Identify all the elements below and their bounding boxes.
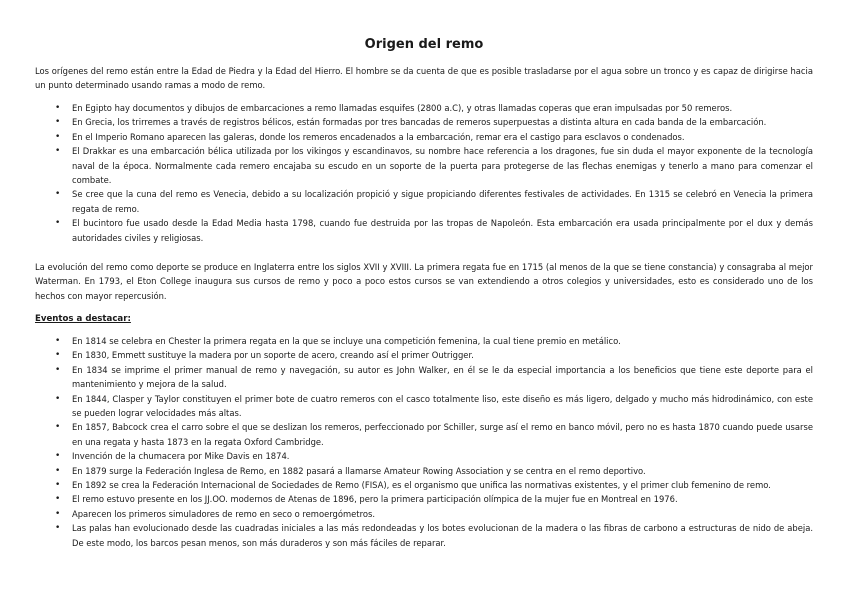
list-item: • En 1814 se celebra en Chester la primera regata en la que se incluye una competición femenina, la cual tiene premio en metálico. xyxy=(35,334,813,348)
origins-list xyxy=(35,101,813,245)
events-heading: Eventos a destacar: xyxy=(35,314,131,324)
list-item: • Se cree que la cuna del remo es Venecia, debido a su localización propició y sigue propiciando diferentes festivales de actividades. En 1315 se celebró en Venecia la primera regata de remo. xyxy=(35,187,813,216)
list-item: • En 1844, Clasper y Taylor constituyen el primer bote de cuatro remeros con el casco totalmente liso, este diseño es más ligero, delgado y mucho más hidrodinámico, con este se pueden lograr velocidades más altas. xyxy=(35,392,813,421)
list-item: • En 1879 surge la Federación Inglesa de Remo, en 1882 pasará a llamarse Amateur Rowing Association y se centra en el remo deportivo. xyxy=(35,464,813,478)
list-item: • Aparecen los primeros simuladores de remo en seco o remoergómetros. xyxy=(35,507,813,521)
list-item: • El Drakkar es una embarcación bélica utilizada por los vikingos y escandinavos, su nombre hace referencia a los dragones, fue sin duda el mayor exponente de la tecnología naval de la época. Normalmente cada remero encajaba su escudo en un soporte de la puerta para protegerse de las flechas enemigas y tenerlo a mano para comenzar el combate. xyxy=(35,144,813,187)
list-item: • En 1892 se crea la Federación Internacional de Sociedades de Remo (FISA), es el organismo que unifica las normativas existentes, y el primer club femenino de remo. xyxy=(35,478,813,492)
list-item: • En Egipto hay documentos y dibujos de embarcaciones a remo llamadas esquifes (2800 a.C), y otras llamadas coperas que eran impulsadas por 50 remeros. xyxy=(35,101,813,115)
intro-paragraph: Los orígenes del remo están entre la Edad de Piedra y la Edad del Hierro. El hombre se da cuenta de que es posible trasladarse por el agua sobre un tronco y es capaz de dirigirse hacia un punto determinado usando ramas a modo de remo. xyxy=(35,66,813,91)
list-item: • En el Imperio Romano aparecen las galeras, donde los remeros encadenados a la embarcación, remar era el castigo para esclavos o condenados. xyxy=(35,130,813,144)
list-item: • Invención de la chumacera por Mike Davis en 1874. xyxy=(35,449,813,463)
list-item: • En Grecia, los trirremes a través de registros bélicos, están formadas por tres bancadas de remeros superpuestas a distinta altura en cada banda de la embarcación. xyxy=(35,115,813,129)
list-item: • El bucintoro fue usado desde la Edad Media hasta 1798, cuando fue destruida por las tropas de Napoleón. Esta embarcación era usada principalmente por el dux y demás autoridades civiles y religiosas. xyxy=(35,216,813,245)
list-item: • Las palas han evolucionado desde las cuadradas iniciales a las más redondeadas y los botes evolucionan de la madera o las fibras de carbono a estructuras de nido de abeja. De este modo, los barcos pesan menos, son más duraderos y son más fáciles de reparar. xyxy=(35,521,813,550)
list-item: • En 1857, Babcock crea el carro sobre el que se deslizan los remeros, perfeccionado por Schiller, surge así el remo en banco móvil, pero no es hasta 1870 cuando puede usarse en una regata y hasta 1873 en la regata Oxford Cambridge. xyxy=(35,420,813,449)
document-title: Origen del remo xyxy=(364,37,484,52)
list-item: • El remo estuvo presente en los JJ.OO. modernos de Atenas de 1896, pero la primera participación olímpica de la mujer fue en Montreal en 1976. xyxy=(35,492,813,506)
events-list xyxy=(35,334,813,550)
list-item: • En 1830, Emmett sustituye la madera por un soporte de acero, creando así el primer Outrigger. xyxy=(35,348,813,362)
evolution-paragraph: La evolución del remo como deporte se produce en Inglaterra entre los siglos XVII y XVIII. La primera regata fue en 1715 (al menos de la que se tiene constancia) y consagraba al mejor Waterman. En 1793, el Eton College inaugura sus cursos de remo y poco a poco estos cursos se van extendiendo a otros colegios y universidades, esto es considerado uno de los hechos con mayor repercusión. xyxy=(35,262,813,301)
list-item: • En 1834 se imprime el primer manual de remo y navegación, su autor es John Walker, en él se le da especial importancia a los beneficios que tiene este deporte para el mantenimiento y mejora de la salud. xyxy=(35,363,813,392)
